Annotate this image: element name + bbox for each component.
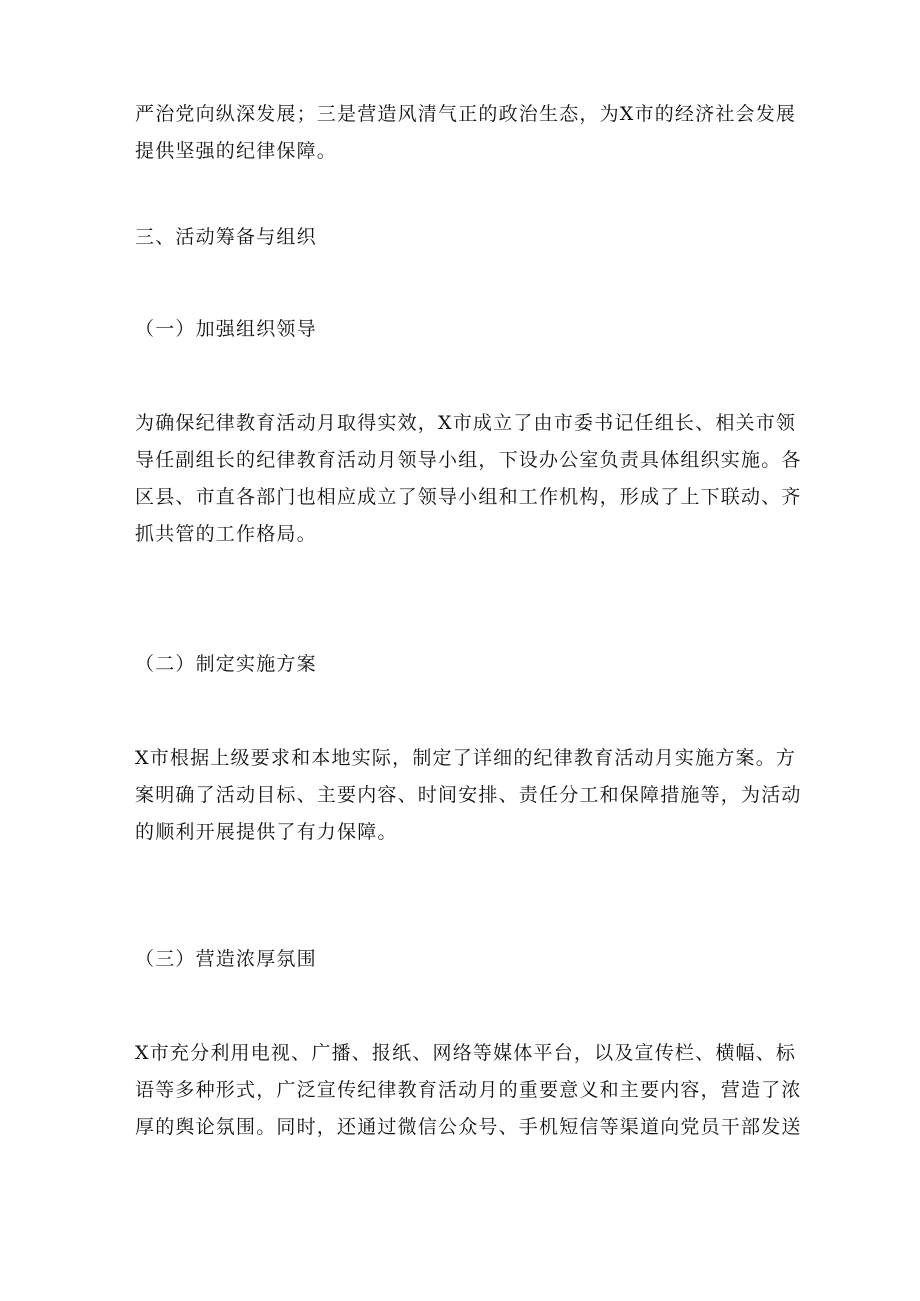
paragraph-line: 语等多种形式，广泛宣传纪律教育活动月的重要意义和主要内容，营造了浓 xyxy=(135,1079,802,1101)
paragraph-atmosphere xyxy=(135,1035,802,1146)
paragraph-line: 的顺利开展提供了有力保障。 xyxy=(135,821,398,843)
paragraph-line: X市根据上级要求和本地实际，制定了详细的纪律教育活动月实施方案。方 xyxy=(135,747,797,769)
paragraph-line: 厚的舆论氛围。同时，还通过微信公众号、手机短信等渠道向党员干部发送 xyxy=(135,1116,802,1138)
paragraph-organization xyxy=(135,405,802,553)
paragraph-line: X市充分利用电视、广播、报纸、网络等媒体平台，以及宣传栏、横幅、标 xyxy=(135,1042,797,1064)
paragraph-line: 为确保纪律教育活动月取得实效，X市成立了由市委书记任组长、相关市领 xyxy=(135,412,797,434)
paragraph-line: 抓共管的工作格局。 xyxy=(135,523,317,545)
intro-paragraph xyxy=(135,96,797,170)
subsection-heading-3: （三）营造浓厚氛围 xyxy=(135,948,317,970)
subsection-heading-2: （二）制定实施方案 xyxy=(135,653,317,675)
paragraph-plan xyxy=(135,740,802,851)
paragraph-line: 区县、市直各部门也相应成立了领导小组和工作机构，形成了上下联动、齐 xyxy=(135,486,802,508)
paragraph-line: 严治党向纵深发展；三是营造风清气正的政治生态，为X市的经济社会发展 xyxy=(135,103,797,125)
paragraph-line: 提供坚强的纪律保障。 xyxy=(135,140,338,162)
paragraph-line: 导任副组长的纪律教育活动月领导小组，下设办公室负责具体组织实施。各 xyxy=(135,449,802,471)
section-heading: 三、活动筹备与组织 xyxy=(135,226,317,248)
paragraph-line: 案明确了活动目标、主要内容、时间安排、责任分工和保障措施等，为活动 xyxy=(135,784,802,806)
subsection-heading-1: （一）加强组织领导 xyxy=(135,318,317,340)
